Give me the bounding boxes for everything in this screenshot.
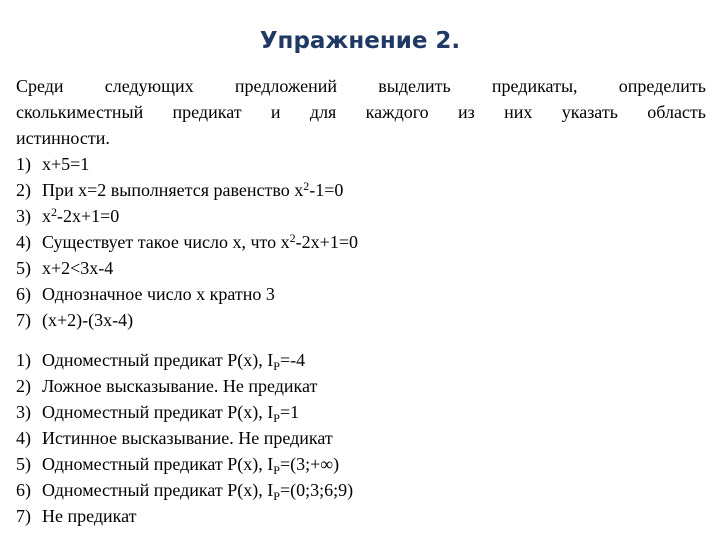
item-text: x+5=1 [42,154,90,174]
superscript: 2 [289,231,296,245]
answer-item [16,477,353,503]
intro-line-3: истинности. [16,128,110,148]
exercise-item [16,281,358,307]
item-text: Одноместный предикат P(x), I [42,454,274,474]
item-number: 4) [16,232,31,252]
item-number: 3) [16,206,31,226]
answer-list [16,347,353,529]
answer-item [16,503,353,529]
item-text-end: -2x+1=0 [57,206,120,226]
item-text: Одноместный предикат P(x), I [42,402,274,422]
item-number: 2) [16,180,31,200]
answer-item [16,451,353,477]
item-text: x [42,206,51,226]
item-number: 2) [16,376,31,396]
item-text: Не предикат [42,506,137,526]
exercise-item [16,151,358,177]
subscript: P [273,359,280,373]
exercise-item [16,229,358,255]
superscript: 2 [51,205,57,219]
exercise-list [16,151,358,333]
slide-title: Упражнение 2. [259,28,461,54]
exercise-item [16,255,358,281]
exercise-intro [16,73,706,151]
item-text: x+2<3x-4 [42,258,114,278]
item-number: 4) [16,428,31,448]
item-number: 1) [16,154,31,174]
exercise-item [16,307,358,333]
item-number: 6) [16,480,31,500]
answer-item [16,347,353,373]
item-text: Ложное высказывание. Не предикат [42,376,318,396]
item-text: Существует такое число x, что x [42,232,290,252]
answer-item [16,425,353,451]
item-number: 5) [16,454,31,474]
item-text: Одноместный предикат P(x), I [42,350,274,370]
item-text: Одноместный предикат P(x), I [42,480,274,500]
item-text: При x=2 выполняется равенство x [42,180,304,200]
exercise-item [16,203,358,229]
item-number: 6) [16,284,31,304]
item-text: Однозначное число x кратно 3 [42,284,275,304]
intro-line-2: сколькиместный предикат и для каждого из них указать область [16,102,706,122]
answer-item [16,399,353,425]
item-text-end: -2x+1=0 [295,232,358,252]
intro-line-1: Среди следующих предложений выделить предикаты, определить [16,76,706,96]
item-number: 7) [16,310,31,330]
answer-item [16,373,353,399]
item-number: 1) [16,350,31,370]
subscript: P [273,411,280,425]
superscript: 2 [303,179,310,193]
item-text-end: =1 [279,402,300,422]
item-text-end: =(0;3;6;9) [279,480,354,500]
item-number: 7) [16,506,31,526]
item-text: Истинное высказывание. Не предикат [42,428,333,448]
subscript: P [273,463,280,477]
item-number: 5) [16,258,31,278]
item-text-end: -1=0 [309,180,344,200]
item-text: (x+2)-(3x-4) [42,310,134,330]
exercise-item [16,177,358,203]
item-text-end: =-4 [279,350,306,370]
item-text-end: =(3;+∞) [279,454,340,474]
item-number: 3) [16,402,31,422]
subscript: P [273,489,280,503]
